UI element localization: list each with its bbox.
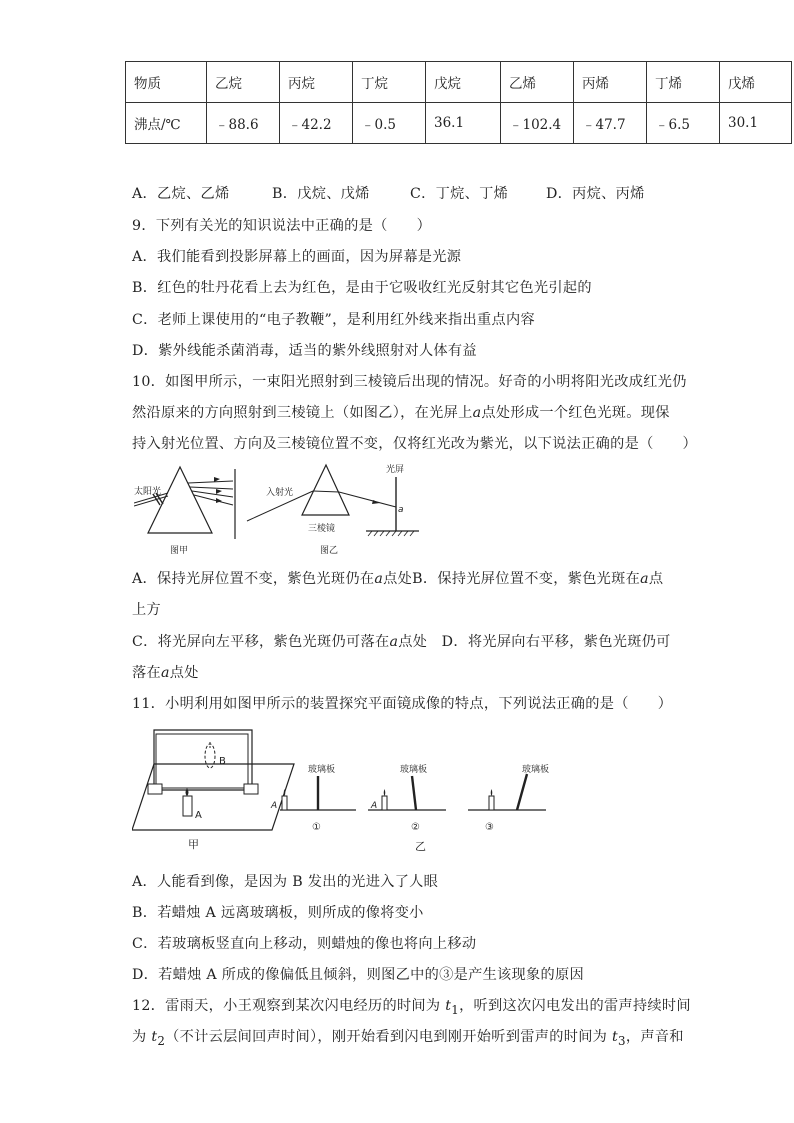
- var-t2: t: [151, 1029, 158, 1045]
- q8-option-a: A．乙烷、乙烯: [132, 186, 230, 202]
- label-fig-jia: 图甲: [170, 546, 189, 556]
- q10-options-cd: C．将光屏向左平移，紫色光斑仍可落在a点处 D．将光屏向右平移，紫色光斑仍可: [132, 634, 671, 650]
- q10-stem-line3: 持入射光位置、方向及三棱镜位置不变，仅将红光改为紫光，以下说法正确的是（ ）: [132, 436, 698, 452]
- table-cell: 36.1: [426, 103, 501, 144]
- table-cell: 物质: [126, 62, 207, 103]
- label-n2: ②: [411, 822, 420, 833]
- label-a: A: [195, 810, 202, 821]
- label-glass-2: 玻璃板: [400, 765, 428, 775]
- table-cell: 丙烷: [280, 62, 353, 103]
- q11-stem: 11．小明利用如图甲所示的装置探究平面镜成像的特点，下列说法正确的是（ ）: [132, 696, 673, 712]
- q10-options-ab: A．保持光屏位置不变，紫色光斑仍在a点处B．保持光屏位置不变，紫色光斑在a点: [132, 571, 664, 587]
- table-cell: 丙烯: [574, 62, 647, 103]
- label-fig-yi: 图乙: [320, 546, 339, 556]
- label-point-a: a: [398, 505, 404, 515]
- label-glass-3: 玻璃板: [522, 765, 550, 775]
- label-screen: 光屏: [386, 465, 405, 475]
- table-row: [126, 62, 792, 103]
- table-cell: 丁烷: [353, 62, 426, 103]
- label-yi: 乙: [415, 840, 426, 853]
- q9-stem: 9．下列有关光的知识说法中正确的是（ ）: [132, 218, 432, 234]
- boiling-point-table: [125, 61, 792, 144]
- table-cell: 戊烯: [720, 62, 792, 103]
- var-t3: t: [611, 1029, 618, 1045]
- var-a: a: [160, 665, 170, 681]
- refracted-ray: [339, 492, 396, 507]
- table-cell: ﹣102.4: [501, 103, 574, 144]
- q11-option-a: A．人能看到像，是因为 B 发出的光进入了人眼: [132, 874, 439, 890]
- table-cell: ﹣47.7: [574, 103, 647, 144]
- prism-yi: [302, 465, 349, 515]
- label-incident: 入射光: [266, 488, 294, 498]
- q9-option-b: B．红色的牡丹花看上去为红色，是由于它吸收红光反射其它色光引起的: [132, 280, 592, 296]
- q9-option-c: C．老师上课使用的“电子教鞭”，是利用红外线来指出重点内容: [132, 312, 535, 328]
- table-row: [126, 103, 792, 144]
- q10-option-b-cont: 上方: [132, 602, 161, 618]
- q10-option-d-cont: 落在a点处: [132, 665, 199, 681]
- table-cell: ﹣0.5: [353, 103, 426, 144]
- q8-option-b: B．戊烷、戊烯: [272, 186, 370, 202]
- table-cell: ﹣42.2: [280, 103, 353, 144]
- q8-option-d: D．丙烷、丙烯: [546, 186, 645, 202]
- q11-mirror-figure: [132, 726, 562, 854]
- var-a: a: [389, 634, 399, 650]
- q10-stem-line2: 然沿原来的方向照射到三棱镜上（如图乙），在光屏上a点处形成一个红色光斑。现保: [132, 405, 670, 421]
- dispersed-ray: [188, 481, 233, 483]
- label-n1: ①: [312, 822, 321, 833]
- q8-option-c: C．丁烷、丁烯: [410, 186, 509, 202]
- q11-option-d: D．若蜡烛 A 所成的像偏低且倾斜，则图乙中的③是产生该现象的原因: [132, 967, 584, 983]
- q8-options: [132, 183, 645, 203]
- table-cell: 乙烯: [501, 62, 574, 103]
- table-cell: ﹣88.6: [207, 103, 280, 144]
- glass-plate: [154, 730, 252, 790]
- label-jia: 甲: [188, 838, 199, 851]
- q9-option-d: D．紫外线能杀菌消毒，适当的紫外线照射对人体有益: [132, 343, 477, 359]
- var-a: a: [374, 571, 384, 587]
- var-a: a: [472, 405, 482, 421]
- svg-text:A: A: [371, 801, 378, 811]
- label-n3: ③: [485, 822, 494, 833]
- q12-line2: 为 $t_2$（不计云层间回声时间），刚开始看到闪电到刚开始听到雷声的时间为 $t_3$，声音和: [132, 1029, 684, 1048]
- q9-option-a: A．我们能看到投影屏幕上的画面，因为屏幕是光源: [132, 249, 462, 265]
- q11-option-c: C．若玻璃板竖直向上移动，则蜡烛的像也将向上移动: [132, 936, 477, 952]
- label-prism: 三棱镜: [308, 524, 336, 534]
- q12-line1: 12．雷雨天，小王观察到某次闪电经历的时间为 $t_1$，听到这次闪电发出的雷声持续时间: [132, 998, 691, 1017]
- table-cell: 30.1: [720, 103, 792, 144]
- label-sunlight: 太阳光: [134, 487, 162, 497]
- candle-a: [183, 796, 192, 816]
- table-cell: ﹣6.5: [647, 103, 720, 144]
- label-glass-1: 玻璃板: [308, 765, 336, 775]
- table-cell: 乙烷: [207, 62, 280, 103]
- q10-prism-figure: [134, 461, 424, 557]
- glass-3: [517, 774, 527, 810]
- table-cell: 戊烷: [426, 62, 501, 103]
- label-b: B: [219, 756, 226, 767]
- q11-option-b: B．若蜡烛 A 远离玻璃板，则所成的像将变小: [132, 905, 424, 921]
- var-a: a: [640, 571, 649, 587]
- svg-text:A: A: [271, 801, 278, 811]
- table-cell: 丁烯: [647, 62, 720, 103]
- q10-stem-line1: 10．如图甲所示，一束阳光照射到三棱镜后出现的情况。好奇的小明将阳光改成红光仍: [132, 374, 687, 390]
- table-cell: 沸点/℃: [126, 103, 207, 144]
- glass-2: [412, 776, 416, 810]
- var-t1: t: [445, 998, 452, 1014]
